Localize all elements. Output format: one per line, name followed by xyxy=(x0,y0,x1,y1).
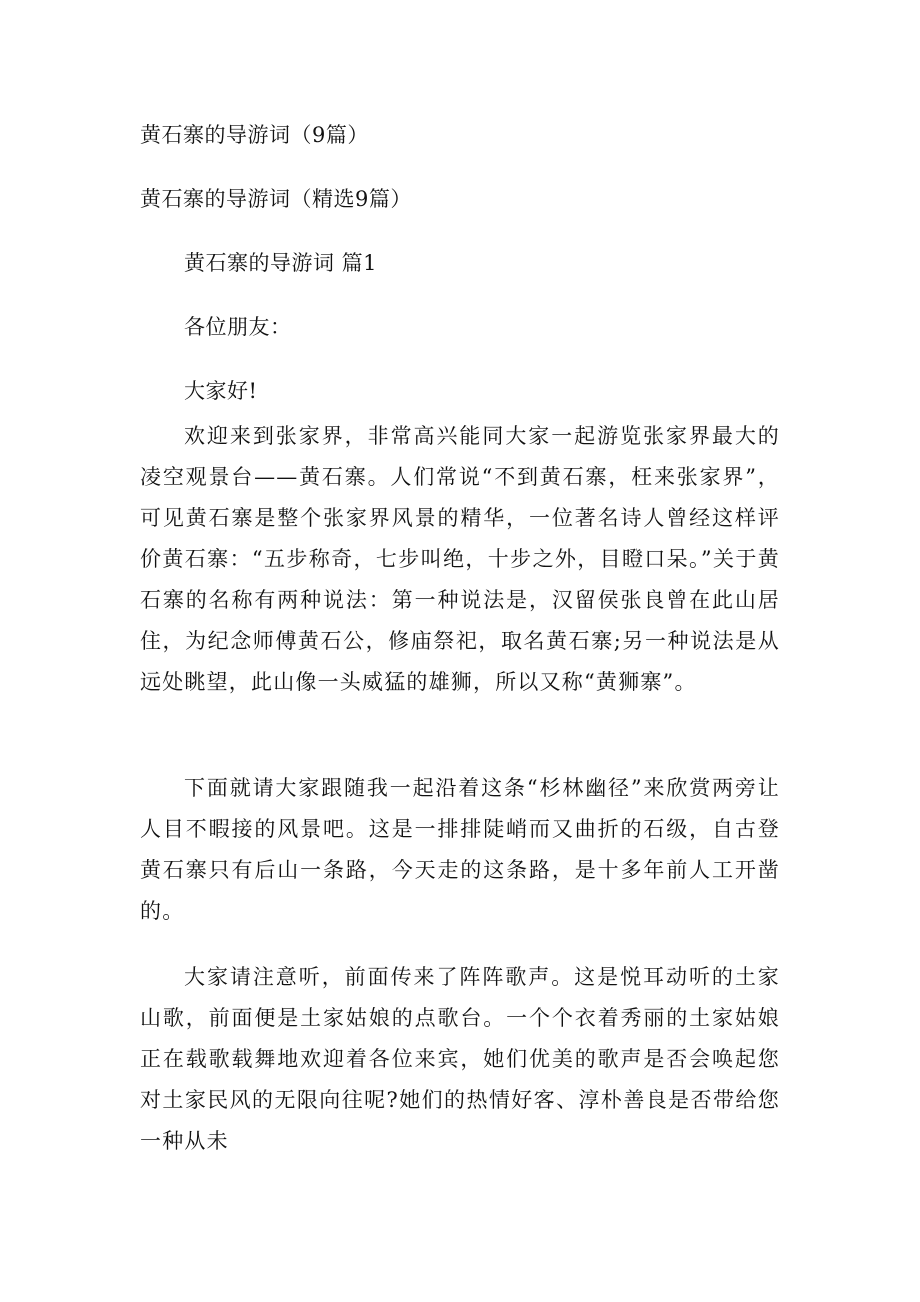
paragraph-1: 欢迎来到张家界，非常高兴能同大家一起游览张家界最大的凌空观景台——黄石寨。人们常说“不到黄石寨，枉来张家界”，可见黄石寨是整个张家界风景的精华，一位著名诗人曾经这样评价黄石寨：“五步称奇，七步叫绝，十步之外，目瞪口呆。”关于黄石寨的名称有两种说法：第一种说法是，汉留侯张良曾在此山居住，为纪念师傅黄石公，修庙祭祀，取名黄石寨;另一种说法是从远处眺望，此山像一头威猛的雄狮，所以又称“黄狮寨”。 xyxy=(140,424,780,694)
paragraph-3: 大家请注意听，前面传来了阵阵歌声。这是悦耳动听的土家山歌，前面便是土家姑娘的点歌台。一个个衣着秀丽的土家姑娘正在载歌载舞地欢迎着各位来宾，她们优美的歌声是否会唤起您对土家民风的无限向往呢?她们的热情好客、淳朴善良是否带给您一种从未 xyxy=(140,965,780,1153)
paragraph-2: 下面就请大家跟随我一起沿着这条“杉林幽径”来欣赏两旁让人目不暇接的风景吧。这是一排排陡峭而又曲折的石级，自古登黄石寨只有后山一条路，今天走的这条路，是十多年前人工开凿的。 xyxy=(140,776,780,923)
document-subtitle: 黄石寨的导游词（精选9篇） xyxy=(140,187,412,211)
greeting: 大家好! xyxy=(184,379,258,403)
document-title: 黄石寨的导游词（9篇） xyxy=(140,123,369,147)
salutation: 各位朋友： xyxy=(184,315,292,339)
section-heading: 黄石寨的导游词 篇1 xyxy=(184,251,378,275)
